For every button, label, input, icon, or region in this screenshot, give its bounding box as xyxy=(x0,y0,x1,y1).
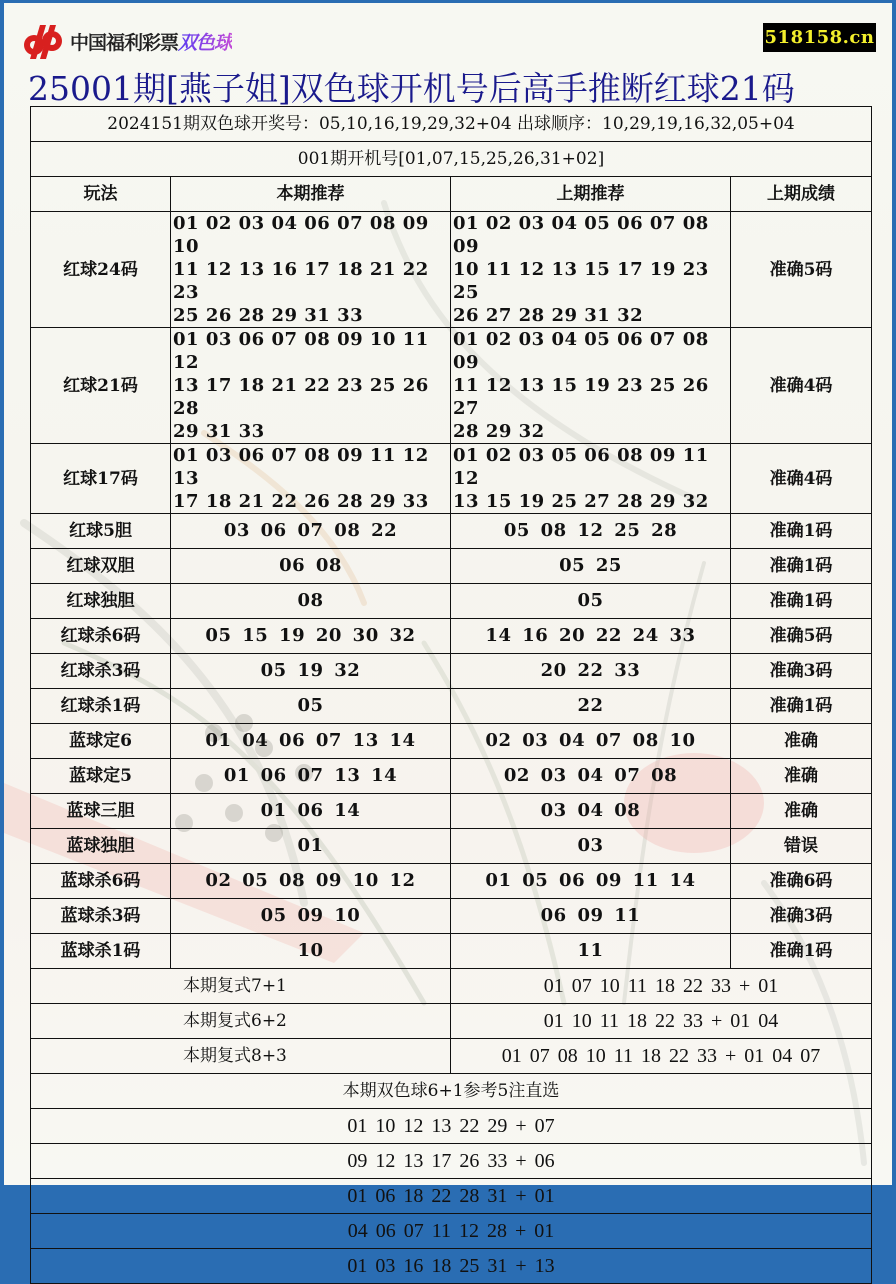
previous-result: 准确1码 xyxy=(731,689,872,724)
table-row xyxy=(31,619,872,654)
play-name: 蓝球杀3码 xyxy=(31,899,171,934)
number-line: 17 18 21 22 26 28 29 33 xyxy=(173,491,429,512)
previous-picks xyxy=(451,212,731,328)
pick-row xyxy=(31,1249,872,1284)
previous-result: 准确 xyxy=(731,724,872,759)
welfare-lottery-logo-icon xyxy=(22,23,68,59)
previous-result: 准确6码 xyxy=(731,864,872,899)
current-picks: 01 xyxy=(171,829,451,864)
table-row xyxy=(31,829,872,864)
fushi-label: 本期复式6+2 xyxy=(31,1004,451,1039)
previous-picks: 03 04 08 xyxy=(451,794,731,829)
pick-row xyxy=(31,1179,872,1214)
previous-picks: 05 25 xyxy=(451,549,731,584)
picks-title: 本期双色球6+1参考5注直选 xyxy=(31,1074,872,1109)
number-line: 26 27 28 29 31 32 xyxy=(453,305,644,326)
draw-info: 2024151期双色球开奖号：05,10,16,19,29,32+04 出球顺序：10,29,19,16,32,05+04 xyxy=(31,107,872,142)
current-picks: 05 15 19 20 30 32 xyxy=(171,619,451,654)
current-picks: 05 09 10 xyxy=(171,899,451,934)
number-line: 11 12 13 15 19 23 25 26 27 xyxy=(453,375,709,419)
current-picks xyxy=(171,328,451,444)
current-picks: 01 04 06 07 13 14 xyxy=(171,724,451,759)
table-row xyxy=(31,328,872,444)
number-line: 13 15 19 25 27 28 29 32 xyxy=(453,491,709,512)
current-picks: 10 xyxy=(171,934,451,969)
number-line: 01 02 03 05 06 08 09 11 12 xyxy=(453,445,709,489)
table-row xyxy=(31,444,872,514)
table-row xyxy=(31,549,872,584)
table-row xyxy=(31,514,872,549)
previous-picks: 05 xyxy=(451,584,731,619)
pick-row xyxy=(31,1109,872,1144)
current-picks: 05 19 32 xyxy=(171,654,451,689)
previous-picks: 05 08 12 25 28 xyxy=(451,514,731,549)
previous-result: 准确5码 xyxy=(731,212,872,328)
pick-line: 04 06 07 11 12 28 + 01 xyxy=(31,1214,872,1249)
play-name: 蓝球定5 xyxy=(31,759,171,794)
number-line: 25 26 28 29 31 33 xyxy=(173,305,364,326)
table-row xyxy=(31,584,872,619)
fushi-row xyxy=(31,1004,872,1039)
column-header-result: 上期成绩 xyxy=(731,177,872,212)
previous-picks xyxy=(451,444,731,514)
page-title: 25001期[燕子姐]双色球开机号后高手推断红球21码 xyxy=(28,69,795,108)
play-name: 蓝球独胆 xyxy=(31,829,171,864)
number-line: 28 29 32 xyxy=(453,421,545,442)
fushi-label: 本期复式7+1 xyxy=(31,969,451,1004)
play-name: 红球杀6码 xyxy=(31,619,171,654)
machine-number: 001期开机号[01,07,15,25,26,31+02] xyxy=(31,142,872,177)
current-picks: 05 xyxy=(171,689,451,724)
current-picks: 02 05 08 09 10 12 xyxy=(171,864,451,899)
table-row xyxy=(31,724,872,759)
page-frame xyxy=(4,3,892,1277)
previous-picks xyxy=(451,328,731,444)
pick-line: 01 10 12 13 22 29 + 07 xyxy=(31,1109,872,1144)
previous-result: 准确1码 xyxy=(731,584,872,619)
previous-picks: 22 xyxy=(451,689,731,724)
table-row xyxy=(31,212,872,328)
previous-result: 准确4码 xyxy=(731,444,872,514)
number-line: 01 02 03 04 05 06 07 08 09 xyxy=(453,329,709,373)
lottery-logo xyxy=(22,23,232,59)
picks-title-row xyxy=(31,1074,872,1109)
table-header-row xyxy=(31,177,872,212)
pick-row xyxy=(31,1214,872,1249)
previous-picks: 14 16 20 22 24 33 xyxy=(451,619,731,654)
number-line: 13 17 18 21 22 23 25 26 28 xyxy=(173,375,429,419)
table-row xyxy=(31,689,872,724)
machine-number-row xyxy=(31,142,872,177)
number-line: 10 11 12 13 15 17 19 23 25 xyxy=(453,259,709,303)
column-header-play: 玩法 xyxy=(31,177,171,212)
current-picks xyxy=(171,212,451,328)
previous-result: 准确1码 xyxy=(731,549,872,584)
fushi-numbers: 01 07 10 11 18 22 33 + 01 xyxy=(451,969,872,1004)
fushi-label: 本期复式8+3 xyxy=(31,1039,451,1074)
number-line: 01 02 03 04 06 07 08 09 10 xyxy=(173,213,429,257)
pick-line: 09 12 13 17 26 33 + 06 xyxy=(31,1144,872,1179)
play-name: 红球24码 xyxy=(31,212,171,328)
play-name: 红球17码 xyxy=(31,444,171,514)
logo-game-name: 双色球 xyxy=(178,28,232,55)
table-row xyxy=(31,759,872,794)
play-name: 蓝球定6 xyxy=(31,724,171,759)
current-picks: 01 06 14 xyxy=(171,794,451,829)
logo-text: 中国福利彩票 xyxy=(70,31,179,54)
previous-picks: 20 22 33 xyxy=(451,654,731,689)
previous-picks: 03 xyxy=(451,829,731,864)
current-picks xyxy=(171,444,451,514)
previous-result: 错误 xyxy=(731,829,872,864)
previous-picks: 01 05 06 09 11 14 xyxy=(451,864,731,899)
previous-picks: 11 xyxy=(451,934,731,969)
previous-picks: 02 03 04 07 08 10 xyxy=(451,724,731,759)
number-line: 01 02 03 04 05 06 07 08 09 xyxy=(453,213,709,257)
table-row xyxy=(31,654,872,689)
play-name: 蓝球杀6码 xyxy=(31,864,171,899)
pick-line: 01 03 16 18 25 31 + 13 xyxy=(31,1249,872,1284)
previous-result: 准确 xyxy=(731,794,872,829)
column-header-previous: 上期推荐 xyxy=(451,177,731,212)
play-name: 红球5胆 xyxy=(31,514,171,549)
previous-result: 准确5码 xyxy=(731,619,872,654)
previous-picks: 02 03 04 07 08 xyxy=(451,759,731,794)
table-row xyxy=(31,899,872,934)
number-line: 01 03 06 07 08 09 11 12 13 xyxy=(173,445,429,489)
fushi-row xyxy=(31,969,872,1004)
fushi-row xyxy=(31,1039,872,1074)
number-line: 29 31 33 xyxy=(173,421,265,442)
fushi-numbers: 01 10 11 18 22 33 + 01 04 xyxy=(451,1004,872,1039)
play-name: 蓝球杀1码 xyxy=(31,934,171,969)
column-header-current: 本期推荐 xyxy=(171,177,451,212)
previous-result: 准确1码 xyxy=(731,934,872,969)
previous-result: 准确1码 xyxy=(731,514,872,549)
prediction-table xyxy=(30,106,872,1284)
table-row xyxy=(31,864,872,899)
play-name: 红球杀3码 xyxy=(31,654,171,689)
current-picks: 03 06 07 08 22 xyxy=(171,514,451,549)
play-name: 红球双胆 xyxy=(31,549,171,584)
number-line: 01 03 06 07 08 09 10 11 12 xyxy=(173,329,429,373)
pick-line: 01 06 18 22 28 31 + 01 xyxy=(31,1179,872,1214)
previous-result: 准确3码 xyxy=(731,899,872,934)
current-picks: 01 06 07 13 14 xyxy=(171,759,451,794)
previous-result: 准确 xyxy=(731,759,872,794)
table-row xyxy=(31,934,872,969)
previous-result: 准确4码 xyxy=(731,328,872,444)
pick-row xyxy=(31,1144,872,1179)
play-name: 蓝球三胆 xyxy=(31,794,171,829)
fushi-numbers: 01 07 08 10 11 18 22 33 + 01 04 07 xyxy=(451,1039,872,1074)
play-name: 红球21码 xyxy=(31,328,171,444)
current-picks: 08 xyxy=(171,584,451,619)
previous-picks: 06 09 11 xyxy=(451,899,731,934)
play-name: 红球杀1码 xyxy=(31,689,171,724)
table-row xyxy=(31,794,872,829)
number-line: 11 12 13 16 17 18 21 22 23 xyxy=(173,259,429,303)
current-picks: 06 08 xyxy=(171,549,451,584)
site-badge[interactable]: 518158.cn xyxy=(763,23,876,52)
play-name: 红球独胆 xyxy=(31,584,171,619)
previous-result: 准确3码 xyxy=(731,654,872,689)
draw-info-row xyxy=(31,107,872,142)
